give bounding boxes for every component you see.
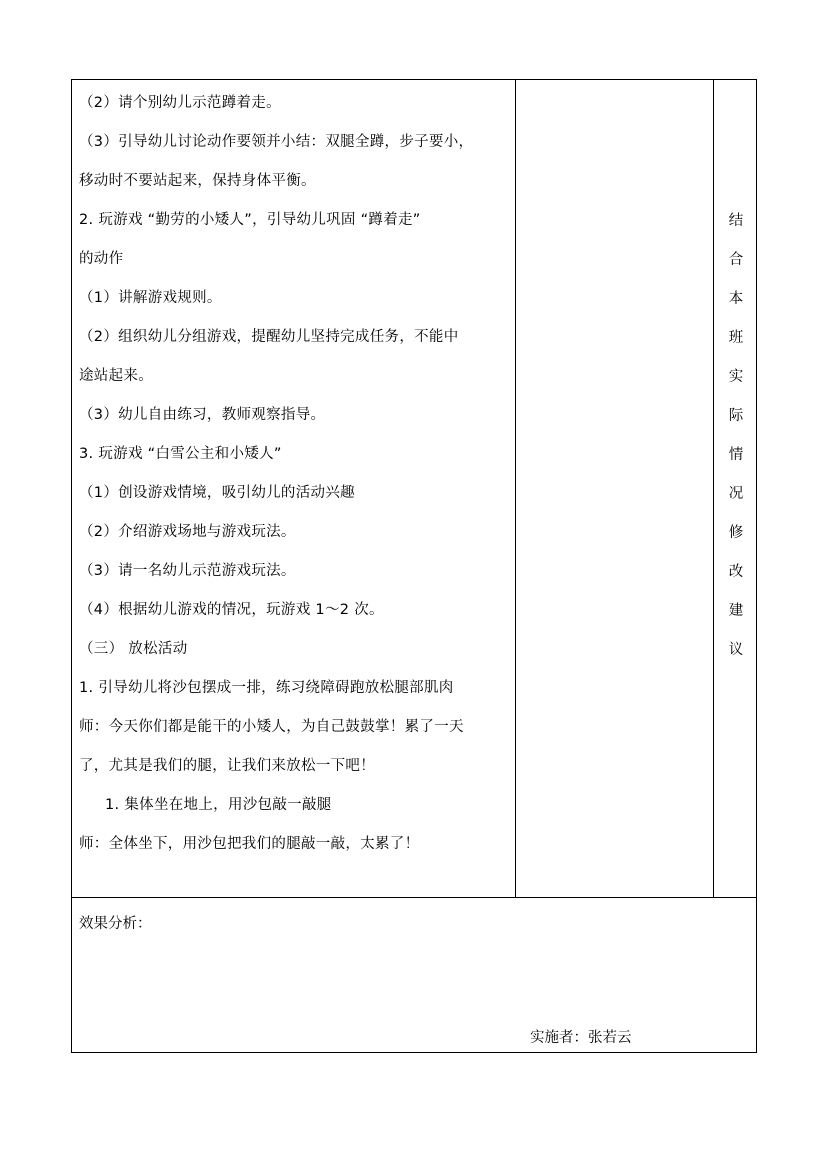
implementer-signature: 实施者：张若云 — [530, 1030, 632, 1046]
side-note-char: 况 — [728, 486, 744, 502]
content-line: 3. 玩游戏 “白雪公主和小矮人” — [79, 446, 282, 462]
side-note-char: 本 — [728, 291, 744, 307]
side-note-char: 改 — [728, 564, 744, 580]
content-line: （3）幼儿自由练习，教师观察指导。 — [79, 407, 326, 423]
effect-analysis-label: 效果分析： — [79, 916, 152, 932]
side-note-char: 班 — [728, 330, 744, 346]
content-line: 途站起来。 — [79, 368, 153, 384]
revision-note-column — [714, 208, 758, 676]
side-note-char: 建 — [728, 603, 744, 619]
content-line: 了，尤其是我们的腿，让我们来放松一下吧！ — [79, 758, 375, 774]
content-line: （3）引导幼儿讨论动作要领并小结：双腿全蹲，步子要小， — [79, 134, 474, 150]
content-line: 1. 集体坐在地上，用沙包敲一敲腿 — [105, 797, 332, 813]
content-line: （1）创设游戏情境，吸引幼儿的活动兴趣 — [79, 485, 355, 501]
content-line: （1）讲解游戏规则。 — [79, 290, 222, 306]
content-line: （2）组织幼儿分组游戏，提醒幼儿坚持完成任务，不能中 — [79, 329, 459, 345]
content-line: 师：今天你们都是能干的小矮人，为自己鼓鼓掌！累了一天 — [79, 719, 464, 735]
side-note-char: 情 — [728, 447, 744, 463]
row-divider — [72, 897, 756, 898]
content-line: （4）根据幼儿游戏的情况，玩游戏 1～2 次。 — [79, 602, 384, 618]
side-note-char: 合 — [728, 252, 744, 268]
content-line: 2. 玩游戏 “勤劳的小矮人”，引导幼儿巩固 “蹲着走” — [79, 212, 421, 228]
activity-content — [79, 90, 511, 870]
side-note-char: 际 — [728, 408, 744, 424]
side-note-char: 修 — [728, 525, 744, 541]
column-divider — [515, 80, 516, 898]
content-line: （3）请一名幼儿示范游戏玩法。 — [79, 563, 296, 579]
content-line: （2）请个别幼儿示范蹲着走。 — [79, 95, 281, 111]
content-line: 1. 引导幼儿将沙包摆成一排，练习绕障碍跑放松腿部肌肉 — [79, 680, 454, 696]
side-note-char: 结 — [728, 213, 744, 229]
content-line: （2）介绍游戏场地与游戏玩法。 — [79, 524, 296, 540]
content-line: 移动时不要站起来，保持身体平衡。 — [79, 173, 316, 189]
side-note-char: 实 — [728, 369, 744, 385]
lesson-plan-table — [71, 79, 757, 1053]
side-note-char: 议 — [728, 642, 744, 658]
content-line: （三） 放松活动 — [79, 641, 188, 657]
content-line: 师：全体坐下，用沙包把我们的腿敲一敲，太累了！ — [79, 836, 420, 852]
content-line: 的动作 — [79, 251, 124, 267]
